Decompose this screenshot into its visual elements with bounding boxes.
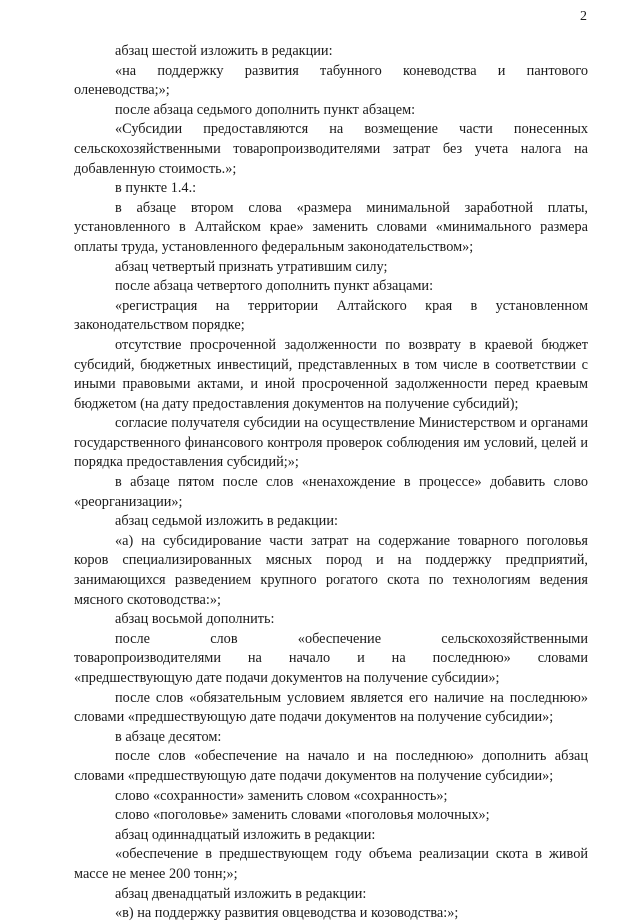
paragraph: «в) на поддержку развития овцеводства и козоводства:»; (115, 905, 459, 922)
paragraph: абзац двенадцатый изложить в редакции: (115, 885, 367, 902)
paragraph: абзац восьмой дополнить: (115, 611, 275, 628)
paragraph: в абзаце втором слова «размера минимальной заработной платы, установленного в Алтайском крае» заменить словами «минимального размера оплаты труда, установленного федеральным законодательством»; (74, 199, 588, 255)
paragraph: согласие получателя субсидии на осуществление Министерством и органами государственного финансового контроля проверок соблюдения им условий, целей и порядка предоставления субсидий;»; (74, 415, 588, 471)
paragraph: в пункте 1.4.: (115, 180, 197, 197)
paragraph: слово «сохранности» заменить словом «сохранность»; (115, 787, 448, 804)
paragraph: абзац четвертый признать утратившим силу; (115, 258, 388, 275)
paragraph: в абзаце десятом: (115, 728, 222, 745)
document-body (74, 42, 588, 924)
paragraph-line: оленеводства;»; (74, 82, 170, 99)
paragraph: абзац одиннадцатый изложить в редакции: (115, 826, 376, 843)
page-number: 2 (580, 9, 587, 24)
paragraph: после абзаца седьмого дополнить пункт абзацем: (115, 101, 416, 118)
paragraph-line: «предшествующую дате подачи документов на получение субсидии»; (74, 670, 500, 686)
paragraph: «регистрация на территории Алтайского края в установленном законодательством порядке; (74, 297, 588, 334)
paragraph: «а) на субсидирование части затрат на содержание товарного поголовья коров специализированных мясных пород и на поддержку предприятий, занимающихся разведением крупного рогатого скота по технологиям ведения мясного скотоводства:»; (74, 532, 588, 608)
paragraph-line: «на поддержку развития табунного коневодства и пантового (115, 62, 588, 79)
paragraph: в абзаце пятом после слов «ненахождение в процессе» добавить слово «реорганизации»; (74, 474, 588, 510)
paragraph: абзац седьмой изложить в редакции: (115, 513, 338, 530)
paragraph: после слов «обеспечение на начало и на последнюю» дополнить абзац словами «предшествующую дате подачи документов на получение субсидии»; (74, 748, 588, 784)
paragraph (74, 630, 588, 689)
paragraph: отсутствие просроченной задолженности по возврату в краевой бюджет субсидий, бюджетных инвестиций, представленных в том числе в соответствии с иными правовыми актами, и иной просроченной задолженности перед краевым бюджетом (на дату предоставления документов на получение субсидий); (74, 336, 588, 412)
paragraph: «Субсидии предоставляются на возмещение части понесенных сельскохозяйственными товаропроизводителями затрат без учета налога на добавленную стоимость.»; (74, 121, 588, 177)
paragraph-line: товаропроизводителями на начало и на последнюю» словами (74, 650, 588, 667)
paragraph: слово «поголовье» заменить словами «поголовья молочных»; (115, 807, 490, 824)
paragraph: после слов «обязательным условием является его наличие на последнюю» словами «предшествующую дате подачи документов на получение субсидии»; (74, 689, 588, 726)
paragraph (74, 62, 588, 101)
paragraph-line: после слов «обеспечение сельскохозяйственными (115, 630, 588, 647)
paragraph: абзац шестой изложить в редакции: (115, 43, 333, 59)
paragraph: после абзаца четвертого дополнить пункт абзацами: (115, 278, 434, 295)
paragraph: «обеспечение в предшествующем году объема реализации скота в живой массе не менее 200 тонн;»; (74, 846, 588, 882)
